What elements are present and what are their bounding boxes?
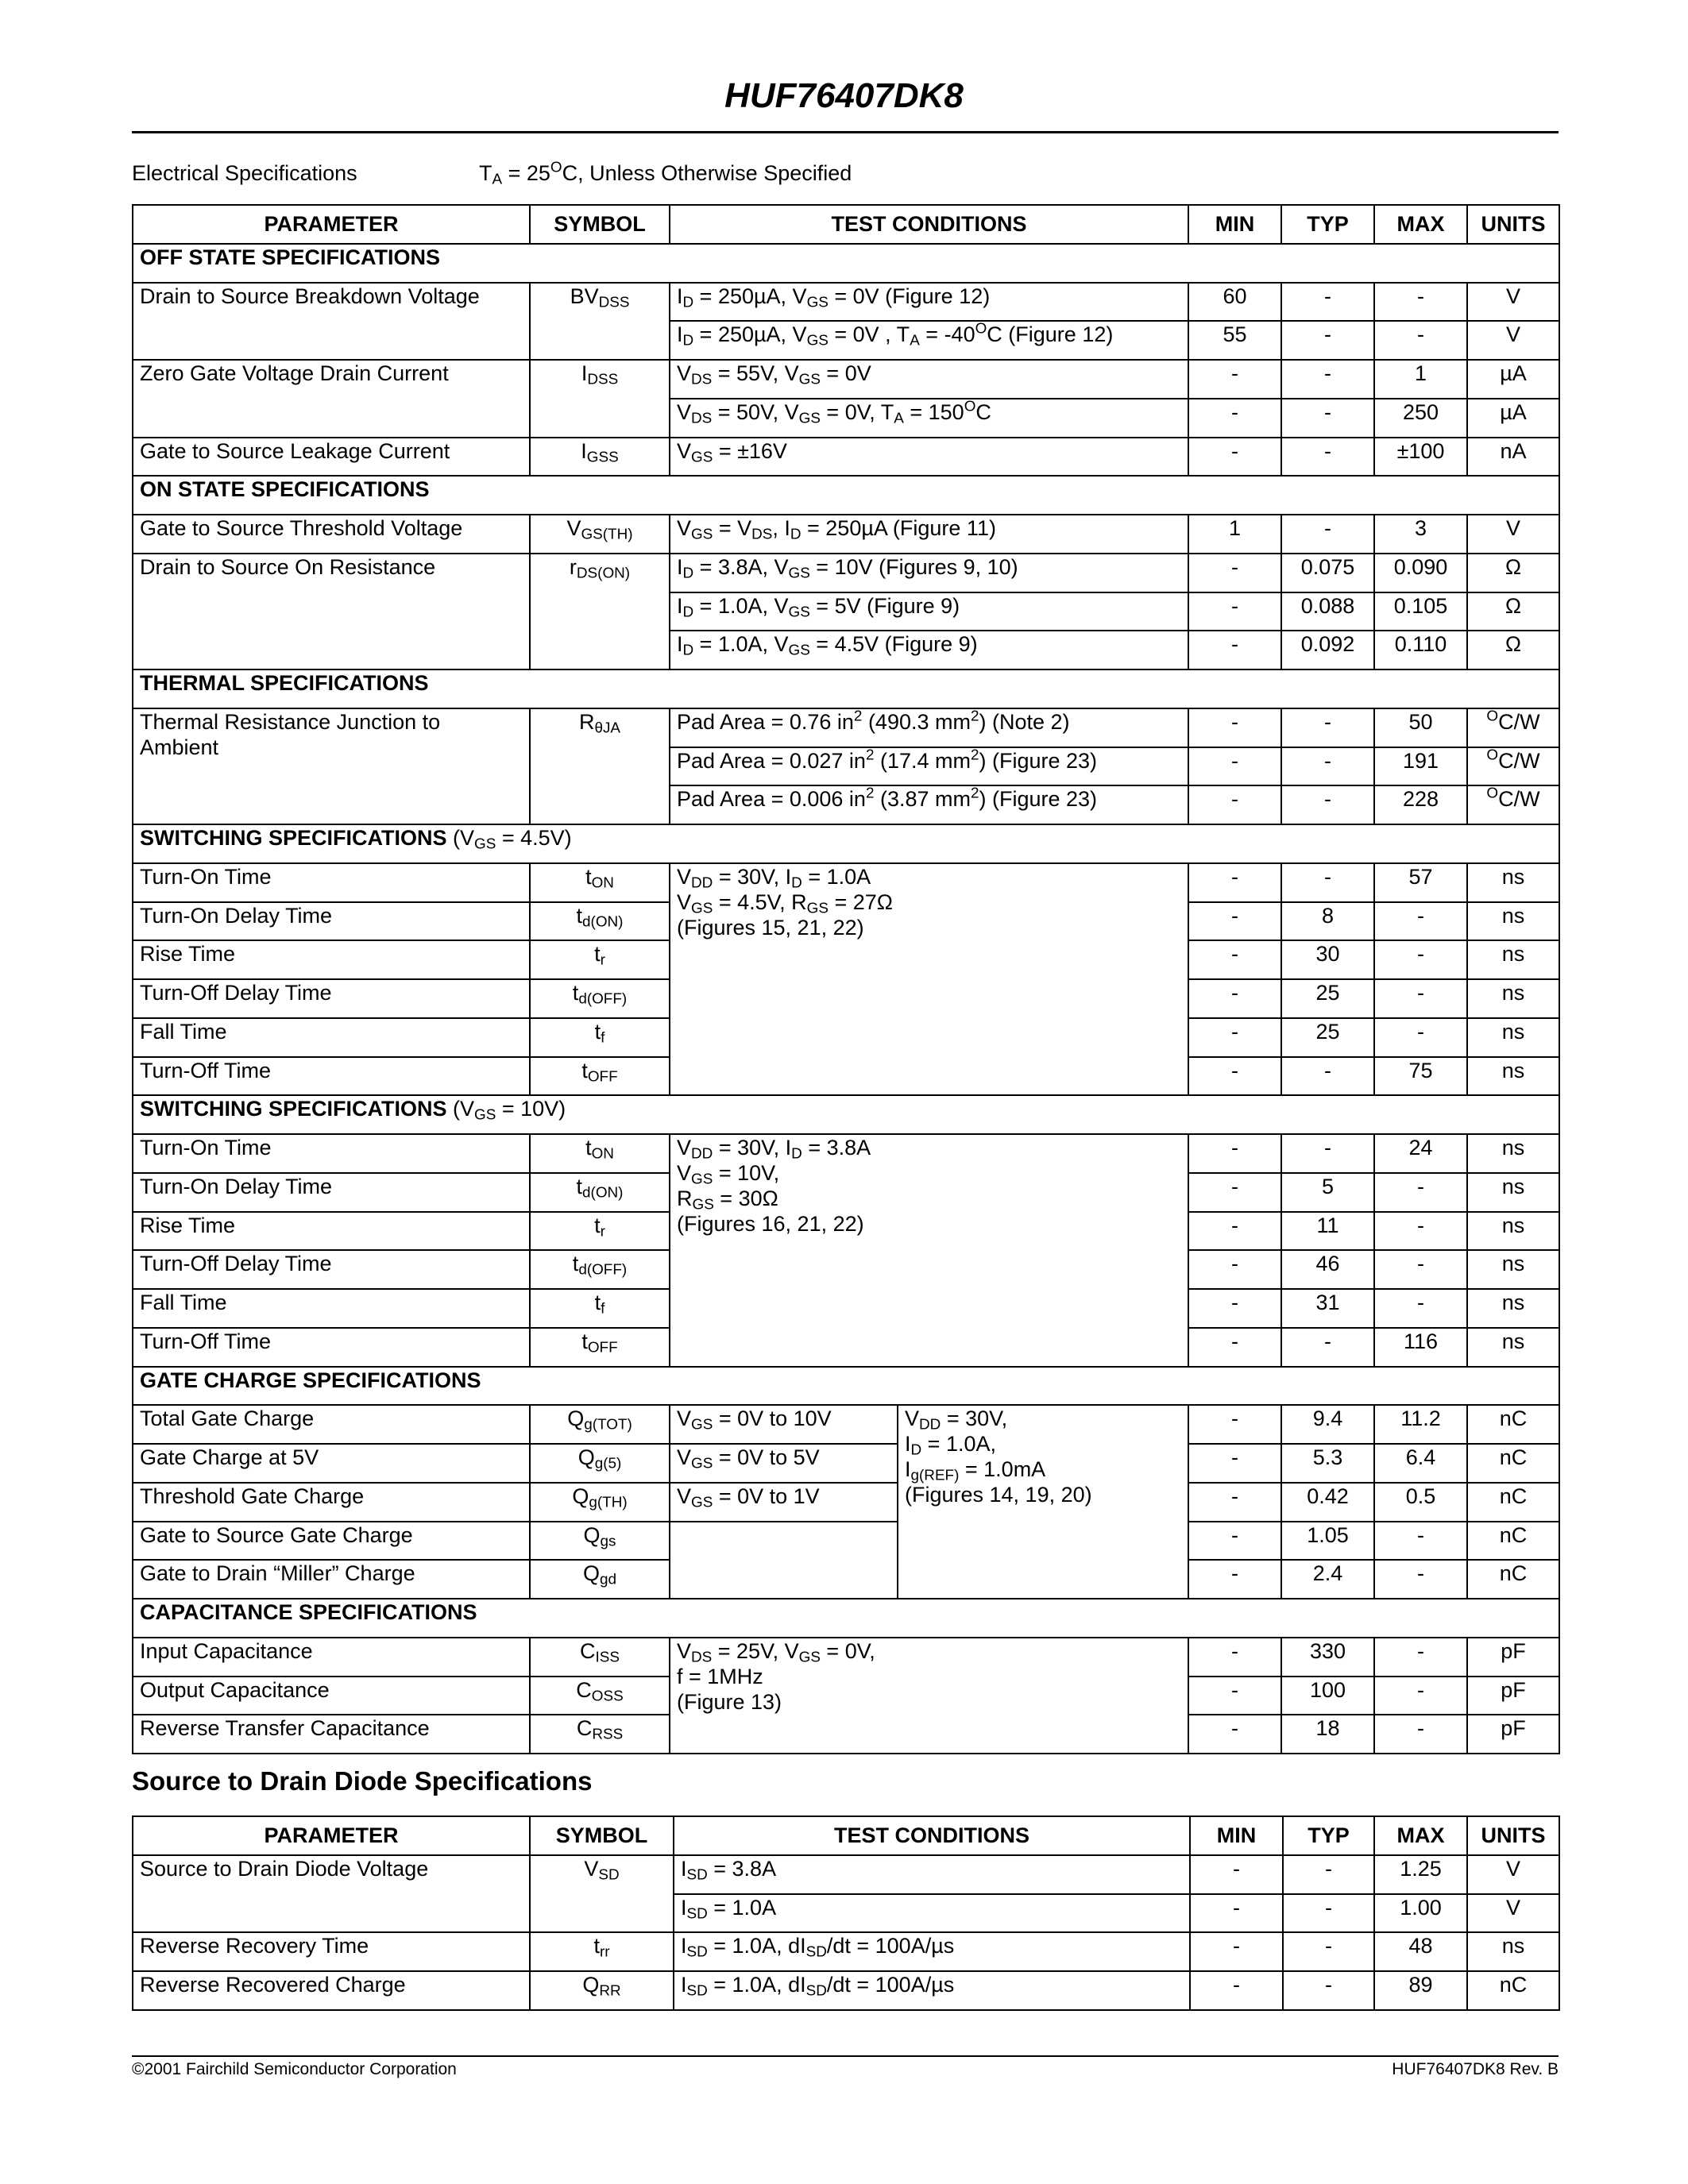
param-cell: Turn-On Delay Time — [133, 902, 530, 941]
max-cell: 3 — [1374, 515, 1467, 554]
condition-cell: $V_{DS} = 55V$, $V_{GS} = 0V$ — [670, 360, 1188, 399]
param-cell: Reverse Transfer Capacitance — [133, 1715, 530, 1754]
symbol-cell: $R_{\theta JA}$ — [530, 708, 670, 824]
symbol-cell: $t_r$ — [530, 1212, 670, 1251]
typ-cell: 2.4 — [1281, 1560, 1374, 1599]
max-cell: - — [1374, 1212, 1467, 1251]
param-cell: Gate to Source Leakage Current — [133, 438, 530, 477]
table-row — [133, 1483, 1559, 1522]
unit-cell: V — [1467, 515, 1559, 554]
condition-cell: $V_{GS} = 0V$ to 5V — [670, 1444, 898, 1483]
symbol-cell: $t_{rr}$ — [530, 1932, 674, 1971]
symbol-cell: $t_f$ — [530, 1018, 670, 1057]
col-header-units: UNITS — [1467, 205, 1559, 244]
param-cell: Turn-Off Delay Time — [133, 1250, 530, 1289]
unit-cell: nC — [1467, 1405, 1559, 1444]
min-cell: - — [1188, 1677, 1281, 1715]
min-cell: - — [1188, 1289, 1281, 1328]
table-row — [133, 1134, 1559, 1173]
unit-cell: Ω — [1467, 631, 1559, 669]
condition-cell: $V_{GS} = V_{DS}$, $I_D = 250\mu A$ (Figure 11) — [670, 515, 1188, 554]
condition-cell: $I_{SD} = 1.0A$, $dI_{SD}/dt = 100A/\mu s$ — [674, 1971, 1190, 2010]
typ-cell: 18 — [1281, 1715, 1374, 1754]
symbol-cell: $t_{d(OFF)}$ — [530, 979, 670, 1018]
table-row — [133, 1971, 1559, 2010]
unit-cell: ns — [1467, 1134, 1559, 1173]
symbol-cell: $r_{DS(ON)}$ — [530, 554, 670, 669]
symbol-cell: $V_{SD}$ — [530, 1855, 674, 1933]
col-header-typ: TYP — [1283, 1816, 1374, 1855]
max-cell: - — [1374, 1250, 1467, 1289]
footer-copyright: ©2001 Fairchild Semiconductor Corporation — [132, 2060, 457, 2078]
typ-cell: 0.075 — [1281, 554, 1374, 592]
unit-cell: ns — [1467, 1328, 1559, 1367]
col-header-typ: TYP — [1281, 205, 1374, 244]
footer-rule — [132, 2055, 1559, 2057]
typ-cell: - — [1283, 1971, 1374, 2010]
condition-cell: $I_D = 3.8A$, $V_{GS} = 10V$ (Figures 9, 10) — [670, 554, 1188, 592]
unit-cell: ns — [1467, 940, 1559, 979]
param-cell: Output Capacitance — [133, 1677, 530, 1715]
table-header-row — [133, 205, 1559, 244]
symbol-cell: $I_{DSS}$ — [530, 360, 670, 438]
typ-cell: 5.3 — [1281, 1444, 1374, 1483]
max-cell: - — [1374, 1638, 1467, 1677]
col-header-parameter: PARAMETER — [133, 205, 530, 244]
max-cell: 250 — [1374, 399, 1467, 438]
min-cell: - — [1188, 1212, 1281, 1251]
table-row — [133, 1638, 1559, 1677]
min-cell: - — [1188, 554, 1281, 592]
min-cell: - — [1190, 1932, 1283, 1971]
unit-cell: V — [1467, 321, 1559, 360]
condition-cell: Pad Area = 0.027 $in^2$ (17.4 $mm^2$) (Figure 23) — [670, 747, 1188, 786]
param-cell: Input Capacitance — [133, 1638, 530, 1677]
condition-cell: Pad Area = 0.76 $in^2$ (490.3 $mm^2$) (Note 2) — [670, 708, 1188, 747]
unit-cell: nC — [1467, 1560, 1559, 1599]
col-header-symbol: SYMBOL — [530, 205, 670, 244]
unit-cell: ns — [1467, 1173, 1559, 1212]
typ-cell: 9.4 — [1281, 1405, 1374, 1444]
electrical-spec-table — [132, 204, 1560, 1754]
min-cell: 1 — [1188, 515, 1281, 554]
unit-cell: $^O$C/W — [1467, 785, 1559, 824]
min-cell: - — [1188, 1444, 1281, 1483]
unit-cell: ns — [1467, 1057, 1559, 1096]
unit-cell: $^O$C/W — [1467, 747, 1559, 786]
max-cell: 0.105 — [1374, 592, 1467, 631]
typ-cell: - — [1281, 360, 1374, 399]
min-cell: - — [1188, 399, 1281, 438]
typ-cell: - — [1281, 1057, 1374, 1096]
condition-cell: $I_{SD} = 1.0A$, $dI_{SD}/dt = 100A/\mu s$ — [674, 1932, 1190, 1971]
condition-cell: $I_{SD} = 3.8A$ — [674, 1855, 1190, 1894]
section-heading-thermal: THERMAL SPECIFICATIONS — [133, 669, 1559, 708]
unit-cell: ns — [1467, 1932, 1559, 1971]
min-cell: - — [1190, 1971, 1283, 2010]
unit-cell: Ω — [1467, 592, 1559, 631]
param-cell: Rise Time — [133, 1212, 530, 1251]
max-cell: 0.110 — [1374, 631, 1467, 669]
unit-cell: nC — [1467, 1483, 1559, 1522]
max-cell: - — [1374, 979, 1467, 1018]
unit-cell: nC — [1467, 1971, 1559, 2010]
table-row — [133, 360, 1559, 399]
table-row — [133, 515, 1559, 554]
typ-cell: 11 — [1281, 1212, 1374, 1251]
symbol-cell: $Q_{g(5)}$ — [530, 1444, 670, 1483]
typ-cell: 1.05 — [1281, 1522, 1374, 1561]
condition-cell: $V_{GS} = 0V$ to 10V — [670, 1405, 898, 1444]
min-cell: - — [1188, 1328, 1281, 1367]
typ-cell: - — [1281, 863, 1374, 902]
symbol-cell: $C_{ISS}$ — [530, 1638, 670, 1677]
unit-cell: nC — [1467, 1444, 1559, 1483]
max-cell: 1.00 — [1374, 1894, 1467, 1933]
section-heading-off-state: OFF STATE SPECIFICATIONS — [133, 244, 1559, 283]
page-title: HUF76407DK8 — [724, 76, 964, 115]
max-cell: - — [1374, 940, 1467, 979]
param-cell: Turn-Off Time — [133, 1328, 530, 1367]
max-cell: ±100 — [1374, 438, 1467, 477]
param-cell: Drain to Source Breakdown Voltage — [133, 283, 530, 361]
typ-cell: 0.088 — [1281, 592, 1374, 631]
unit-cell: ns — [1467, 979, 1559, 1018]
param-cell: Fall Time — [133, 1018, 530, 1057]
min-cell: - — [1188, 1638, 1281, 1677]
condition-cell: $I_{SD} = 1.0A$ — [674, 1894, 1190, 1933]
max-cell: 57 — [1374, 863, 1467, 902]
min-cell: - — [1188, 1057, 1281, 1096]
unit-cell: Ω — [1467, 554, 1559, 592]
symbol-cell: $t_{ON}$ — [530, 863, 670, 902]
table-row — [133, 438, 1559, 477]
col-header-symbol: SYMBOL — [530, 1816, 674, 1855]
min-cell: - — [1190, 1894, 1283, 1933]
max-cell: - — [1374, 1289, 1467, 1328]
min-cell: - — [1188, 438, 1281, 477]
typ-cell: - — [1281, 283, 1374, 322]
col-header-max: MAX — [1374, 205, 1467, 244]
section-heading-label: SWITCHING SPECIFICATIONS — [140, 1097, 447, 1121]
param-cell: Source to Drain Diode Voltage — [133, 1855, 530, 1933]
section-heading-label: SWITCHING SPECIFICATIONS — [140, 826, 447, 850]
symbol-cell: $C_{OSS}$ — [530, 1677, 670, 1715]
table-row — [133, 1405, 1559, 1444]
typ-cell: - — [1281, 785, 1374, 824]
max-cell: 228 — [1374, 785, 1467, 824]
symbol-cell: $BV_{DSS}$ — [530, 283, 670, 361]
param-cell: Total Gate Charge — [133, 1405, 530, 1444]
unit-cell: ns — [1467, 1212, 1559, 1251]
symbol-cell: $t_{d(ON)}$ — [530, 902, 670, 941]
min-cell: - — [1188, 1173, 1281, 1212]
condition-cell: $V_{DD} = 30V$, $I_D = 3.8A$ $V_{GS} = 10V$, $R_{GS} = 30\Omega$ (Figures 16, 21, 22) — [670, 1134, 1188, 1367]
condition-cell: $V_{DD} = 30V$, $I_D = 1.0A$ $V_{GS} = 4.5V$, $R_{GS} = 27\Omega$ (Figures 15, 21, 22) — [670, 863, 1188, 1096]
max-cell: 50 — [1374, 708, 1467, 747]
param-cell: Fall Time — [133, 1289, 530, 1328]
min-cell: - — [1188, 708, 1281, 747]
typ-cell: - — [1283, 1932, 1374, 1971]
col-header-units: UNITS — [1467, 1816, 1559, 1855]
max-cell: - — [1374, 1522, 1467, 1561]
symbol-cell: $I_{GSS}$ — [530, 438, 670, 477]
diode-spec-table — [132, 1815, 1560, 2011]
unit-cell: pF — [1467, 1677, 1559, 1715]
table-row — [133, 1855, 1559, 1894]
condition-cell: $I_D = 250\mu A$, $V_{GS} = 0V$ , $T_A = -40^OC$ (Figure 12) — [670, 321, 1188, 360]
max-cell: - — [1374, 902, 1467, 941]
col-header-parameter: PARAMETER — [133, 1816, 530, 1855]
typ-cell: 25 — [1281, 1018, 1374, 1057]
symbol-cell: $Q_{RR}$ — [530, 1971, 674, 2010]
min-cell: - — [1188, 747, 1281, 786]
table-row — [133, 1522, 1559, 1561]
min-cell: - — [1188, 1715, 1281, 1754]
col-header-test-conditions: TEST CONDITIONS — [674, 1816, 1190, 1855]
symbol-cell: $t_f$ — [530, 1289, 670, 1328]
min-cell: - — [1188, 785, 1281, 824]
section-heading-switching-4v5 — [133, 824, 1559, 863]
max-cell: 1.25 — [1374, 1855, 1467, 1894]
unit-cell: ns — [1467, 1018, 1559, 1057]
param-cell: Turn-On Delay Time — [133, 1173, 530, 1212]
param-cell: Thermal Resistance Junction to Ambient — [133, 708, 530, 824]
typ-cell: - — [1283, 1855, 1374, 1894]
typ-cell: - — [1281, 747, 1374, 786]
max-cell: 75 — [1374, 1057, 1467, 1096]
min-cell: - — [1188, 863, 1281, 902]
symbol-cell: $Q_{gs}$ — [530, 1522, 670, 1561]
unit-cell: V — [1467, 1894, 1559, 1933]
max-cell: 6.4 — [1374, 1444, 1467, 1483]
typ-cell: 100 — [1281, 1677, 1374, 1715]
typ-cell: 25 — [1281, 979, 1374, 1018]
param-cell: Turn-Off Delay Time — [133, 979, 530, 1018]
unit-cell: nC — [1467, 1522, 1559, 1561]
condition-cell: $V_{DS} = 50V$, $V_{GS} = 0V$, $T_A = 150^OC$ — [670, 399, 1188, 438]
typ-cell: - — [1281, 708, 1374, 747]
max-cell: 24 — [1374, 1134, 1467, 1173]
max-cell: 89 — [1374, 1971, 1467, 2010]
symbol-cell: $t_{d(OFF)}$ — [530, 1250, 670, 1289]
max-cell: 11.2 — [1374, 1405, 1467, 1444]
param-cell: Turn-On Time — [133, 1134, 530, 1173]
param-cell: Zero Gate Voltage Drain Current — [133, 360, 530, 438]
table-row — [133, 554, 1559, 592]
table-row — [133, 1932, 1559, 1971]
unit-cell: pF — [1467, 1715, 1559, 1754]
col-header-max: MAX — [1374, 1816, 1467, 1855]
electrical-spec-preamble — [132, 159, 852, 188]
condition-cell-empty — [670, 1522, 898, 1599]
section-heading-switching-10v — [133, 1095, 1559, 1134]
section-heading-condition: $(V_{GS} = 4.5V)$ — [446, 826, 572, 853]
min-cell: - — [1188, 1018, 1281, 1057]
param-cell: Reverse Recovered Charge — [133, 1971, 530, 2010]
min-cell: - — [1188, 940, 1281, 979]
header-rule — [132, 131, 1559, 133]
min-cell: - — [1188, 1560, 1281, 1599]
preamble-label: Electrical Specifications — [132, 161, 357, 185]
symbol-cell: $t_r$ — [530, 940, 670, 979]
typ-cell: - — [1283, 1894, 1374, 1933]
diode-section-heading: Source to Drain Diode Specifications — [132, 1766, 593, 1796]
min-cell: - — [1188, 979, 1281, 1018]
symbol-cell: $C_{RSS}$ — [530, 1715, 670, 1754]
unit-cell: ns — [1467, 1250, 1559, 1289]
param-cell: Gate Charge at 5V — [133, 1444, 530, 1483]
table-header-row — [133, 1816, 1559, 1855]
param-cell: Threshold Gate Charge — [133, 1483, 530, 1522]
typ-cell: 31 — [1281, 1289, 1374, 1328]
typ-cell: - — [1281, 321, 1374, 360]
section-heading-condition: $(V_{GS} = 10V)$ — [446, 1097, 566, 1124]
symbol-cell: $V_{GS(TH)}$ — [530, 515, 670, 554]
unit-cell: pF — [1467, 1638, 1559, 1677]
typ-cell: 46 — [1281, 1250, 1374, 1289]
min-cell: - — [1188, 1250, 1281, 1289]
typ-cell: 0.42 — [1281, 1483, 1374, 1522]
symbol-cell: $t_{OFF}$ — [530, 1057, 670, 1096]
max-cell: - — [1374, 321, 1467, 360]
symbol-cell: $t_{ON}$ — [530, 1134, 670, 1173]
typ-cell: - — [1281, 515, 1374, 554]
footer-doc-rev: HUF76407DK8 Rev. B — [1392, 2060, 1559, 2078]
condition-cell: $V_{GS} = \pm 16V$ — [670, 438, 1188, 477]
param-cell: Gate to Source Threshold Voltage — [133, 515, 530, 554]
condition-cell: $V_{GS} = 0V$ to 1V — [670, 1483, 898, 1522]
symbol-cell: $t_{d(ON)}$ — [530, 1173, 670, 1212]
preamble-condition: $T_A = 25^OC$, Unless Otherwise Specified — [479, 159, 852, 188]
min-cell: - — [1188, 631, 1281, 669]
max-cell: 0.090 — [1374, 554, 1467, 592]
typ-cell: 8 — [1281, 902, 1374, 941]
max-cell: - — [1374, 1715, 1467, 1754]
min-cell: - — [1190, 1855, 1283, 1894]
symbol-cell: $t_{OFF}$ — [530, 1328, 670, 1367]
typ-cell: - — [1281, 399, 1374, 438]
typ-cell: - — [1281, 438, 1374, 477]
param-cell: Turn-On Time — [133, 863, 530, 902]
max-cell: 116 — [1374, 1328, 1467, 1367]
min-cell: 55 — [1188, 321, 1281, 360]
table-row — [133, 708, 1559, 747]
typ-cell: 330 — [1281, 1638, 1374, 1677]
min-cell: - — [1188, 902, 1281, 941]
min-cell: 60 — [1188, 283, 1281, 322]
param-cell: Drain to Source On Resistance — [133, 554, 530, 669]
typ-cell: 0.092 — [1281, 631, 1374, 669]
symbol-cell: $Q_{gd}$ — [530, 1560, 670, 1599]
unit-cell: µA — [1467, 399, 1559, 438]
unit-cell: $^O$C/W — [1467, 708, 1559, 747]
condition-cell: $I_D = 250\mu A$, $V_{GS} = 0V$ (Figure 12) — [670, 283, 1188, 322]
typ-cell: - — [1281, 1328, 1374, 1367]
unit-cell: V — [1467, 283, 1559, 322]
col-header-min: MIN — [1190, 1816, 1283, 1855]
table-row — [133, 1444, 1559, 1483]
min-cell: - — [1188, 1522, 1281, 1561]
unit-cell: ns — [1467, 863, 1559, 902]
unit-cell: µA — [1467, 360, 1559, 399]
max-cell: 191 — [1374, 747, 1467, 786]
section-heading-on-state: ON STATE SPECIFICATIONS — [133, 476, 1559, 515]
max-cell: 1 — [1374, 360, 1467, 399]
condition-cell: $I_D = 1.0A$, $V_{GS} = 4.5V$ (Figure 9) — [670, 631, 1188, 669]
symbol-cell: $Q_{g(TH)}$ — [530, 1483, 670, 1522]
unit-cell: ns — [1467, 1289, 1559, 1328]
typ-cell: - — [1281, 1134, 1374, 1173]
min-cell: - — [1188, 1483, 1281, 1522]
max-cell: - — [1374, 1018, 1467, 1057]
param-cell: Gate to Drain “Miller” Charge — [133, 1560, 530, 1599]
col-header-min: MIN — [1188, 205, 1281, 244]
section-heading-capacitance: CAPACITANCE SPECIFICATIONS — [133, 1599, 1559, 1638]
max-cell: - — [1374, 1173, 1467, 1212]
section-heading-gate-charge: GATE CHARGE SPECIFICATIONS — [133, 1367, 1559, 1406]
unit-cell: V — [1467, 1855, 1559, 1894]
table-row — [133, 283, 1559, 322]
min-cell: - — [1188, 360, 1281, 399]
max-cell: 0.5 — [1374, 1483, 1467, 1522]
col-header-test-conditions: TEST CONDITIONS — [670, 205, 1188, 244]
min-cell: - — [1188, 592, 1281, 631]
condition-cell: $V_{DS} = 25V$, $V_{GS} = 0V$, f = 1MHz (Figure 13) — [670, 1638, 1188, 1754]
max-cell: 48 — [1374, 1932, 1467, 1971]
min-cell: - — [1188, 1405, 1281, 1444]
symbol-cell: $Q_{g(TOT)}$ — [530, 1405, 670, 1444]
max-cell: - — [1374, 1560, 1467, 1599]
param-cell: Reverse Recovery Time — [133, 1932, 530, 1971]
unit-cell: nA — [1467, 438, 1559, 477]
max-cell: - — [1374, 1677, 1467, 1715]
min-cell: - — [1188, 1134, 1281, 1173]
condition-cell: Pad Area = 0.006 $in^2$ (3.87 $mm^2$) (Figure 23) — [670, 785, 1188, 824]
param-cell: Gate to Source Gate Charge — [133, 1522, 530, 1561]
condition-cell: $I_D = 1.0A$, $V_{GS} = 5V$ (Figure 9) — [670, 592, 1188, 631]
typ-cell: 5 — [1281, 1173, 1374, 1212]
unit-cell: ns — [1467, 902, 1559, 941]
typ-cell: 30 — [1281, 940, 1374, 979]
max-cell: - — [1374, 283, 1467, 322]
common-condition-cell: $V_{DD} = 30V$, $I_D = 1.0A$, $I_{g(REF)} = 1.0mA$ (Figures 14, 19, 20) — [898, 1405, 1188, 1599]
param-cell: Rise Time — [133, 940, 530, 979]
param-cell: Turn-Off Time — [133, 1057, 530, 1096]
table-row — [133, 863, 1559, 902]
